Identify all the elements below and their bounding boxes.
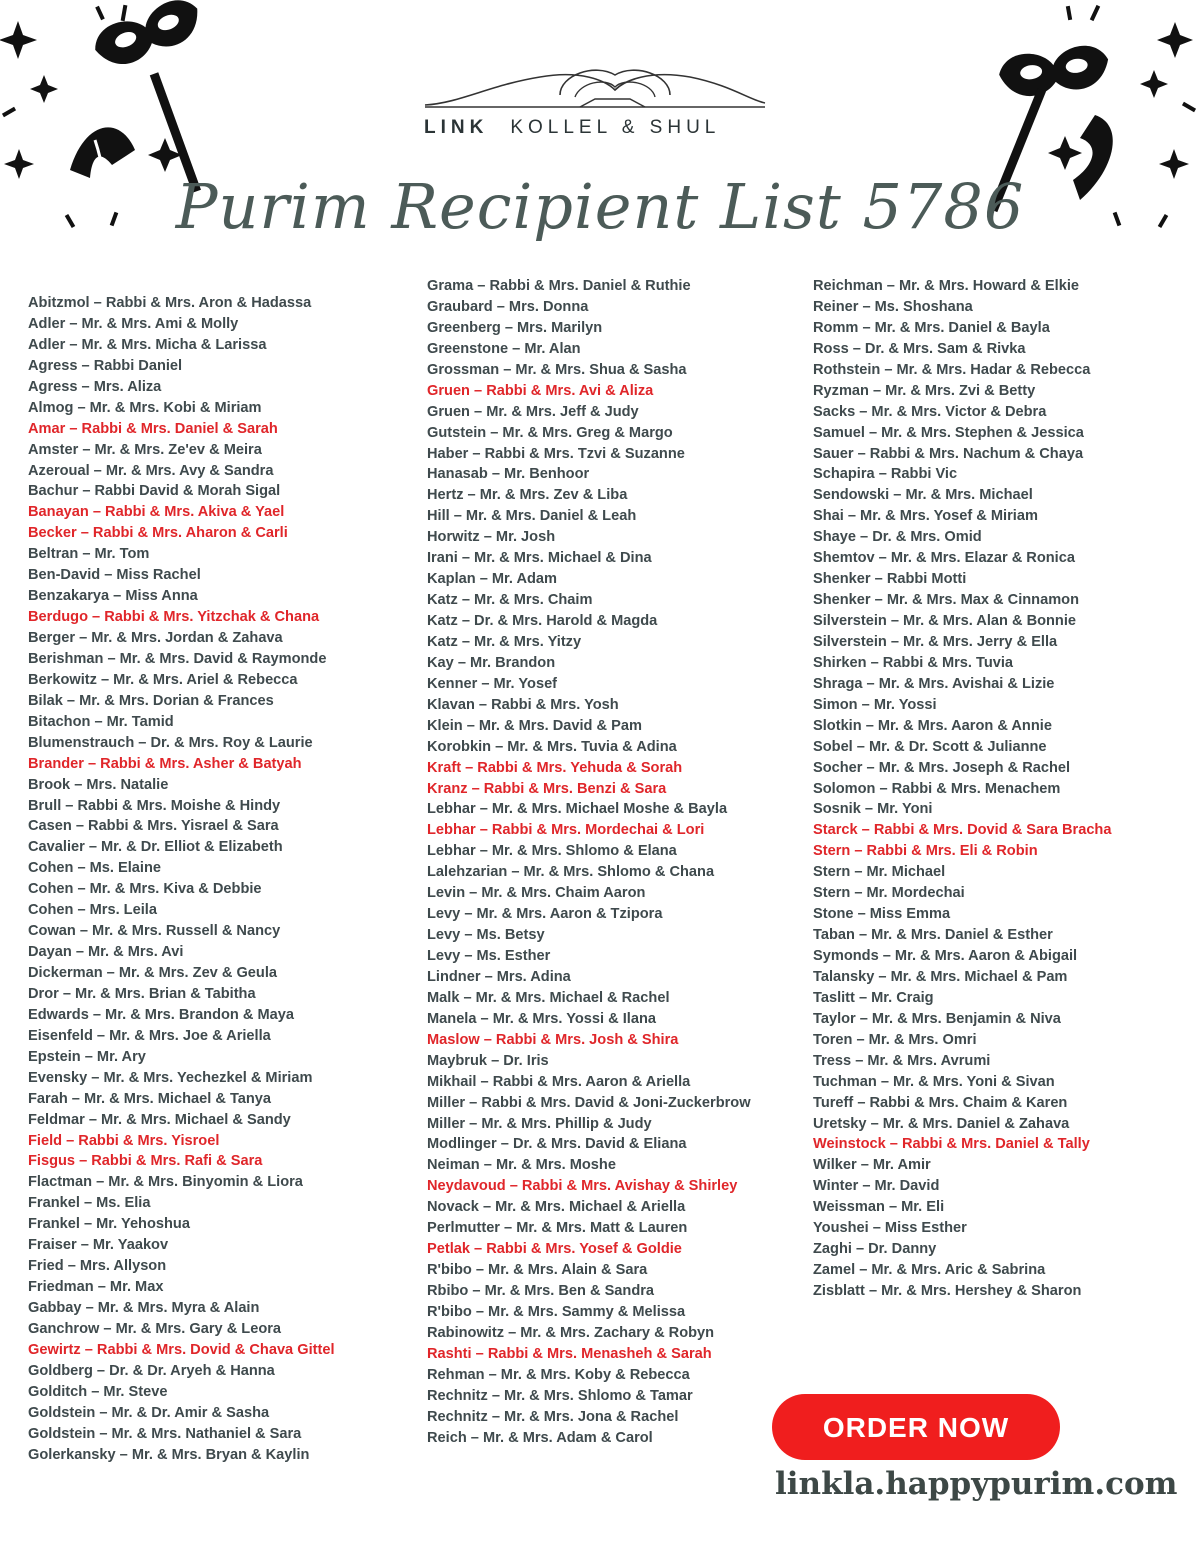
recipient-row: Casen – Rabbi & Mrs. Yisrael & Sara [28, 818, 279, 835]
recipient-row: Greenstone – Mr. Alan [427, 340, 581, 357]
recipient-row: Reich – Mr. & Mrs. Adam & Carol [427, 1429, 653, 1446]
recipient-row: Solomon – Rabbi & Mrs. Menachem [813, 780, 1061, 797]
recipient-row: Adler – Mr. & Mrs. Micha & Larissa [28, 336, 267, 353]
recipient-row: Field – Rabbi & Mrs. Yisroel [28, 1132, 220, 1149]
recipient-row: Lalehzarian – Mr. & Mrs. Shlomo & Chana [427, 864, 715, 881]
recipient-row: Samuel – Mr. & Mrs. Stephen & Jessica [813, 424, 1084, 441]
recipient-row: Gruen – Rabbi & Mrs. Avi & Aliza [427, 382, 654, 399]
recipient-row: Uretsky – Mr. & Mrs. Daniel & Zahava [813, 1115, 1070, 1132]
recipient-row: Tuchman – Mr. & Mrs. Yoni & Sivan [813, 1073, 1055, 1090]
recipient-row: Simon – Mr. Yossi [813, 696, 937, 713]
recipient-row: Berger – Mr. & Mrs. Jordan & Zahava [28, 630, 283, 646]
recipient-row: Benzakarya – Miss Anna [28, 588, 198, 605]
recipient-row: Blumenstrauch – Dr. & Mrs. Roy & Laurie [28, 734, 313, 751]
recipient-row: Modlinger – Dr. & Mrs. David & Eliana [427, 1136, 687, 1153]
recipient-row: Gruen – Mr. & Mrs. Jeff & Judy [427, 403, 639, 420]
recipient-row: Berkowitz – Mr. & Mrs. Ariel & Rebecca [28, 671, 298, 688]
recipient-row: Brander – Rabbi & Mrs. Asher & Batyah [28, 755, 302, 772]
recipient-row: Rashti – Rabbi & Mrs. Menasheh & Sarah [427, 1345, 712, 1362]
recipient-row: Goldstein – Mr. & Dr. Amir & Sasha [28, 1404, 270, 1421]
recipient-row: Silverstein – Mr. & Mrs. Jerry & Ella [813, 633, 1058, 650]
recipient-row: Taslitt – Mr. Craig [813, 989, 934, 1006]
recipient-row: Banayan – Rabbi & Mrs. Akiva & Yael [28, 504, 285, 521]
recipient-row: Shenker – Rabbi Motti [813, 571, 967, 588]
recipient-row: Socher – Mr. & Mrs. Joseph & Rachel [813, 759, 1071, 776]
recipient-row: Cohen – Mr. & Mrs. Kiva & Debbie [28, 881, 262, 898]
recipient-row: Slotkin – Mr. & Mrs. Aaron & Annie [813, 717, 1052, 734]
recipient-row: Levin – Mr. & Mrs. Chaim Aaron [427, 885, 646, 902]
recipient-row: Shirken – Rabbi & Mrs. Tuvia [813, 654, 1014, 671]
recipient-row: Dror – Mr. & Mrs. Brian & Tabitha [28, 985, 256, 1002]
recipient-row: Lebhar – Mr. & Mrs. Shlomo & Elana [427, 843, 677, 860]
recipient-column-2 [427, 276, 751, 1449]
recipient-row: Bilak – Mr. & Mrs. Dorian & Frances [28, 692, 274, 709]
recipient-row: Kaplan – Mr. Adam [427, 571, 558, 588]
recipient-row: Taban – Mr. & Mrs. Daniel & Esther [813, 927, 1053, 944]
recipient-row: Sauer – Rabbi & Mrs. Nachum & Chaya [813, 445, 1084, 462]
recipient-row: Toren – Mr. & Mrs. Omri [813, 1031, 977, 1048]
recipient-row: Grossman – Mr. & Mrs. Shua & Sasha [427, 361, 687, 378]
recipient-row: Cohen – Mrs. Leila [28, 902, 157, 919]
recipient-row: Gabbay – Mr. & Mrs. Myra & Alain [28, 1300, 260, 1316]
recipient-row: Youshei – Miss Esther [813, 1220, 967, 1237]
recipient-row: Adler – Mr. & Mrs. Ami & Molly [28, 315, 239, 332]
recipient-row: Gutstein – Mr. & Mrs. Greg & Margo [427, 424, 673, 441]
recipient-row: Golerkansky – Mr. & Mrs. Bryan & Kaylin [28, 1446, 310, 1463]
recipient-row: Goldstein – Mr. & Mrs. Nathaniel & Sara [28, 1425, 302, 1442]
recipient-row: Cohen – Ms. Elaine [28, 860, 161, 877]
recipient-row: Shraga – Mr. & Mrs. Avishai & Lizie [813, 675, 1055, 692]
recipient-row: Golditch – Mr. Steve [28, 1383, 168, 1400]
recipient-row: Zisblatt – Mr. & Mrs. Hershey & Sharon [813, 1283, 1082, 1299]
recipient-row: Romm – Mr. & Mrs. Daniel & Bayla [813, 319, 1050, 336]
page-title: Purim Recipient List 5786 [175, 170, 1025, 243]
recipient-row: Rehman – Mr. & Mrs. Koby & Rebecca [427, 1366, 690, 1383]
recipient-row: Katz – Mr. & Mrs. Yitzy [427, 633, 582, 650]
recipient-row: Tress – Mr. & Mrs. Avrumi [813, 1052, 991, 1069]
recipient-row: Taylor – Mr. & Mrs. Benjamin & Niva [813, 1010, 1061, 1027]
recipient-row: Cavalier – Mr. & Dr. Elliot & Elizabeth [28, 839, 283, 856]
recipient-row: Brook – Mrs. Natalie [28, 776, 169, 793]
recipient-row: Eisenfeld – Mr. & Mrs. Joe & Ariella [28, 1027, 271, 1044]
recipient-row: Levy – Mr. & Mrs. Aaron & Tzipora [427, 906, 663, 923]
recipient-row: Novack – Mr. & Mrs. Michael & Ariella [427, 1199, 686, 1216]
recipient-row: Rabinowitz – Mr. & Mrs. Zachary & Robyn [427, 1324, 715, 1341]
recipient-row: Stern – Mr. Mordechai [813, 885, 965, 902]
recipient-row: Tureff – Rabbi & Mrs. Chaim & Karen [813, 1094, 1068, 1111]
recipient-row: Neydavoud – Rabbi & Mrs. Avishay & Shirley [427, 1178, 738, 1195]
recipient-row: Rechnitz – Mr. & Mrs. Jona & Rachel [427, 1408, 679, 1425]
recipient-row: Shemtov – Mr. & Mrs. Elazar & Ronica [813, 550, 1075, 567]
recipient-row: Lebhar – Rabbi & Mrs. Mordechai & Lori [427, 822, 705, 839]
recipient-row: Neiman – Mr. & Mrs. Moshe [427, 1157, 616, 1174]
recipient-row: Hertz – Mr. & Mrs. Zev & Liba [427, 487, 628, 504]
recipient-row: Shai – Mr. & Mrs. Yosef & Miriam [813, 508, 1038, 525]
recipient-row: Klavan – Rabbi & Mrs. Yosh [427, 696, 619, 713]
recipient-row: Ganchrow – Mr. & Mrs. Gary & Leora [28, 1320, 282, 1337]
logo-text [424, 117, 774, 139]
recipient-row: Winter – Mr. David [813, 1178, 940, 1195]
recipient-row: Reiner – Ms. Shoshana [813, 298, 973, 315]
recipient-column-3 [813, 276, 1111, 1302]
recipient-row: Grama – Rabbi & Mrs. Daniel & Ruthie [427, 278, 691, 294]
logo-rest: KOLLEL & SHUL [510, 117, 721, 138]
recipient-row: Mikhail – Rabbi & Mrs. Aaron & Ariella [427, 1073, 691, 1090]
recipient-row: Rbibo – Mr. & Mrs. Ben & Sandra [427, 1283, 655, 1299]
recipient-row: Cowan – Mr. & Mrs. Russell & Nancy [28, 923, 281, 940]
recipient-row: Goldberg – Dr. & Dr. Aryeh & Hanna [28, 1362, 275, 1379]
recipient-row: Haber – Rabbi & Mrs. Tzvi & Suzanne [427, 445, 685, 462]
recipient-row: Farah – Mr. & Mrs. Michael & Tanya [28, 1090, 272, 1107]
recipient-row: Friedman – Mr. Max [28, 1279, 164, 1296]
recipient-row: Agress – Mrs. Aliza [28, 378, 162, 395]
recipient-row: Katz – Mr. & Mrs. Chaim [427, 592, 593, 609]
order-url-link[interactable]: linkla.happypurim.com [775, 1466, 1178, 1502]
recipient-row: Perlmutter – Mr. & Mrs. Matt & Lauren [427, 1220, 688, 1237]
recipient-row: Kenner – Mr. Yosef [427, 675, 558, 692]
recipient-row: Sacks – Mr. & Mrs. Victor & Debra [813, 403, 1047, 420]
recipient-row: Miller – Rabbi & Mrs. David & Joni-Zuckerbrow [427, 1094, 751, 1111]
recipient-row: Miller – Mr. & Mrs. Phillip & Judy [427, 1115, 652, 1132]
recipient-row: Weinstock – Rabbi & Mrs. Daniel & Tally [813, 1136, 1090, 1153]
recipient-row: Evensky – Mr. & Mrs. Yechezkel & Miriam [28, 1069, 313, 1086]
recipient-row: Schapira – Rabbi Vic [813, 466, 958, 483]
recipient-row: Maybruk – Dr. Iris [427, 1052, 549, 1069]
recipient-row: R'bibo – Mr. & Mrs. Alain & Sara [427, 1262, 648, 1279]
recipient-row: Fried – Mrs. Allyson [28, 1258, 167, 1275]
recipient-row: Hill – Mr. & Mrs. Daniel & Leah [427, 508, 637, 525]
recipient-row: Zamel – Mr. & Mrs. Aric & Sabrina [813, 1262, 1046, 1279]
recipient-row: Malk – Mr. & Mrs. Michael & Rachel [427, 989, 670, 1006]
recipient-row: Rechnitz – Mr. & Mrs. Shlomo & Tamar [427, 1387, 693, 1404]
recipient-row: Bachur – Rabbi David & Morah Sigal [28, 483, 281, 500]
recipient-row: Hanasab – Mr. Benhoor [427, 466, 590, 483]
recipient-row: Starck – Rabbi & Mrs. Dovid & Sara Bracha [813, 822, 1112, 839]
recipient-row: Azeroual – Mr. & Mrs. Avy & Sandra [28, 462, 274, 479]
recipient-row: Gewirtz – Rabbi & Mrs. Dovid & Chava Gittel [28, 1341, 335, 1358]
recipient-row: Berdugo – Rabbi & Mrs. Yitzchak & Chana [28, 609, 320, 626]
recipient-row: Abitzmol – Rabbi & Mrs. Aron & Hadassa [28, 295, 312, 311]
recipient-column-1 [28, 293, 335, 1466]
recipient-row: Berishman – Mr. & Mrs. David & Raymonde [28, 650, 327, 667]
recipient-row: Greenberg – Mrs. Marilyn [427, 319, 603, 336]
recipient-row: Weissman – Mr. Eli [813, 1199, 945, 1216]
recipient-row: Kay – Mr. Brandon [427, 654, 556, 671]
recipient-row: Feldmar – Mr. & Mrs. Michael & Sandy [28, 1111, 291, 1128]
recipient-row: Silverstein – Mr. & Mrs. Alan & Bonnie [813, 613, 1077, 629]
recipient-row: Ryzman – Mr. & Mrs. Zvi & Betty [813, 382, 1036, 399]
recipient-row: Dayan – Mr. & Mrs. Avi [28, 944, 184, 961]
recipient-row: Lebhar – Mr. & Mrs. Michael Moshe & Bayla [427, 801, 728, 818]
recipient-row: Becker – Rabbi & Mrs. Aharon & Carli [28, 525, 288, 542]
recipient-row: Amster – Mr. & Mrs. Ze'ev & Meira [28, 441, 262, 458]
recipient-row: Symonds – Mr. & Mrs. Aaron & Abigail [813, 948, 1078, 964]
recipient-row: Graubard – Mrs. Donna [427, 298, 589, 315]
recipient-row: Flactman – Mr. & Mrs. Binyomin & Liora [28, 1174, 303, 1191]
recipient-row: R'bibo – Mr. & Mrs. Sammy & Melissa [427, 1303, 686, 1320]
recipient-row: Almog – Mr. & Mrs. Kobi & Miriam [28, 399, 262, 416]
recipient-row: Shenker – Mr. & Mrs. Max & Cinnamon [813, 592, 1079, 609]
recipient-row: Edwards – Mr. & Mrs. Brandon & Maya [28, 1006, 294, 1023]
recipient-row: Reichman – Mr. & Mrs. Howard & Elkie [813, 278, 1080, 294]
recipient-row: Bitachon – Mr. Tamid [28, 713, 174, 730]
recipient-row: Horwitz – Mr. Josh [427, 529, 556, 546]
recipient-row: Sendowski – Mr. & Mrs. Michael [813, 487, 1033, 504]
recipient-row: Levy – Ms. Esther [427, 948, 551, 964]
recipient-row: Irani – Mr. & Mrs. Michael & Dina [427, 550, 652, 567]
recipient-row: Kraft – Rabbi & Mrs. Yehuda & Sorah [427, 759, 683, 776]
recipient-row: Sosnik – Mr. Yoni [813, 801, 933, 818]
recipient-row: Dickerman – Mr. & Mrs. Zev & Geula [28, 965, 277, 981]
recipient-row: Maslow – Rabbi & Mrs. Josh & Shira [427, 1031, 679, 1048]
recipient-row: Katz – Dr. & Mrs. Harold & Magda [427, 613, 658, 629]
recipient-row: Korobkin – Mr. & Mrs. Tuvia & Adina [427, 738, 677, 755]
recipient-row: Stone – Miss Emma [813, 906, 951, 923]
recipient-row: Klein – Mr. & Mrs. David & Pam [427, 717, 642, 734]
recipient-row: Kranz – Rabbi & Mrs. Benzi & Sara [427, 780, 667, 797]
recipient-row: Ben-David – Miss Rachel [28, 567, 201, 584]
recipient-row: Epstein – Mr. Ary [28, 1048, 146, 1065]
recipient-row: Frankel – Ms. Elia [28, 1195, 151, 1212]
order-now-button[interactable]: ORDER NOW [772, 1394, 1060, 1460]
recipient-row: Wilker – Mr. Amir [813, 1157, 931, 1174]
recipient-row: Stern – Rabbi & Mrs. Eli & Robin [813, 843, 1038, 860]
recipient-row: Talansky – Mr. & Mrs. Michael & Pam [813, 968, 1068, 985]
recipient-row: Levy – Ms. Betsy [427, 927, 545, 944]
recipient-row: Stern – Mr. Michael [813, 864, 946, 881]
recipient-row: Frankel – Mr. Yehoshua [28, 1216, 190, 1233]
recipient-row: Brull – Rabbi & Mrs. Moishe & Hindy [28, 797, 281, 814]
recipient-row: Fraiser – Mr. Yaakov [28, 1237, 169, 1254]
recipient-row: Petlak – Rabbi & Mrs. Yosef & Goldie [427, 1241, 682, 1258]
recipient-row: Sobel – Mr. & Dr. Scott & Julianne [813, 738, 1047, 755]
recipient-row: Lindner – Mrs. Adina [427, 968, 571, 985]
recipient-row: Agress – Rabbi Daniel [28, 357, 183, 374]
recipient-row: Rothstein – Mr. & Mrs. Hadar & Rebecca [813, 361, 1091, 378]
recipient-row: Manela – Mr. & Mrs. Yossi & Ilana [427, 1010, 656, 1027]
logo-bold: LINK [424, 117, 489, 138]
recipient-row: Fisgus – Rabbi & Mrs. Rafi & Sara [28, 1153, 263, 1170]
recipient-row: Ross – Dr. & Mrs. Sam & Rivka [813, 340, 1026, 357]
recipient-row: Shaye – Dr. & Mrs. Omid [813, 529, 982, 546]
recipient-row: Zaghi – Dr. Danny [813, 1241, 937, 1258]
recipient-row: Beltran – Mr. Tom [28, 546, 150, 563]
recipient-row: Amar – Rabbi & Mrs. Daniel & Sarah [28, 420, 278, 437]
